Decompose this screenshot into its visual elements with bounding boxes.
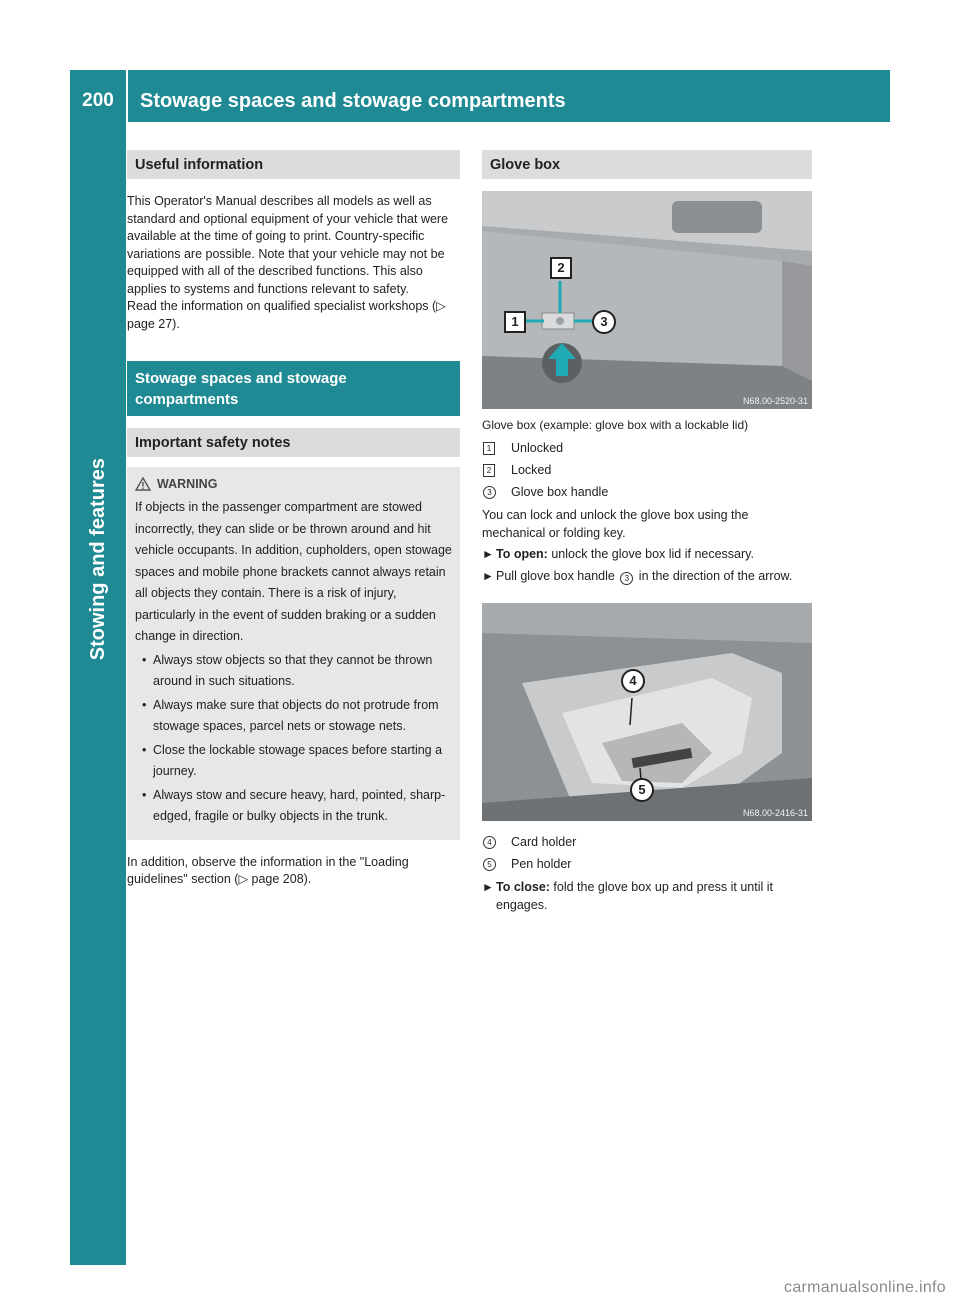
list-item [482,831,812,853]
warning-box [127,467,460,840]
legend-text: Glove box handle [511,485,609,499]
safety-notes-heading: Important safety notes [127,428,460,457]
list-item [482,437,812,459]
step-pull [482,568,812,586]
warning-title [135,477,452,491]
legend-list [482,831,812,875]
list-item: • Always stow objects so that they cannot be thrown around in such situations. [135,650,452,693]
callout-5: 5 [630,778,654,802]
chapter-tab-label [70,140,126,660]
step-close [482,879,812,914]
image-code: N68.00-2416-31 [742,808,808,818]
lock-unlock-paragraph: You can lock and unlock the glove box using the mechanical or folding key. [482,508,749,540]
legend-list [482,437,812,503]
key-4-icon: 4 [483,836,496,849]
watermark: carmanualsonline.info [784,1279,946,1296]
step-open [482,546,812,564]
key-2-icon: 2 [483,464,495,477]
arrow-right-icon: ► [482,568,494,583]
glove-box-open-photo [482,603,812,821]
key-1-icon: 1 [483,442,495,455]
stowage-section-heading: Stowage spaces and stowage compartments [127,361,460,416]
loading-guidelines-paragraph: In addition, observe the information in the "Loading guidelines" section (▷ page 208). [127,854,409,886]
legend-text: Unlocked [511,441,564,455]
legend-text: Locked [511,463,552,477]
step-text: unlock the glove box lid if necessary. [547,547,754,561]
list-item: • Close the lockable stowage spaces before starting a journey. [135,740,452,783]
arrow-right-icon: ► [482,547,494,561]
list-item [482,853,812,875]
warning-label: WARNING [157,477,218,491]
list-item: • Always make sure that objects do not protrude from stowage spaces, parcel nets or stowage nets. [135,695,452,738]
page-number: 200 [70,70,128,122]
callout-4: 4 [621,669,645,693]
page-header [70,70,890,122]
warning-text: If objects in the passenger compartment are stowed incorrectly, they can slide or be thrown around and hit vehicle occupants. In addition, cupholders, open stowage spaces and mobile phone brackets cannot always retain all objects they contain. There is a risk of injury, particularly in the event of sudden braking or a sudden change in direction. [135,500,452,643]
callout-2: 2 [550,257,572,279]
step-label: To close: [496,880,550,894]
step-text: in the direction of the arrow. [635,568,793,583]
page-title: Stowage spaces and stowage compartments [140,89,566,112]
list-item [482,459,812,481]
glove-box-illustration [482,191,812,409]
key-3-icon: 3 [483,486,496,499]
legend-text: Card holder [511,835,577,849]
callout-3: 3 [592,310,616,334]
step-text: fold the glove box up and press it until it engages. [496,880,774,912]
list-item: • Always stow and secure heavy, hard, pointed, sharp-edged, fragile or bulky objects in the trunk. [135,785,452,828]
useful-info-heading: Useful information [127,150,460,179]
key-5-icon: 5 [483,858,496,871]
glove-box-closed-photo [482,191,812,409]
workshop-paragraph: Read the information on qualified specialist workshops (▷ page 27). [127,299,446,331]
warning-bullet-list [135,650,452,828]
useful-info-paragraph: This Operator's Manual describes all models as well as standard and optional equipment of your vehicle that were available at the time of going to print. Country-specific variations are possible. Note that your vehicle may not be equipped with all of the described functions. This also applies to systems and functions relevant to safety. [127,194,449,296]
key-3-icon: 3 [620,572,633,585]
arrow-right-icon: ► [482,880,494,894]
legend-text: Pen holder [511,857,572,871]
image-code: N68.00-2520-31 [742,396,808,406]
chapter-label: Stowing and features [86,457,109,660]
right-column [482,150,812,914]
warning-triangle-icon [135,477,151,491]
callout-1: 1 [504,311,526,333]
left-column [127,150,460,889]
glove-box-heading: Glove box [482,150,812,179]
list-item [482,481,812,503]
step-label: To open: [496,547,548,561]
step-text: Pull glove box handle [496,568,619,583]
glove-box-caption: Glove box (example: glove box with a lockable lid) [482,418,749,432]
